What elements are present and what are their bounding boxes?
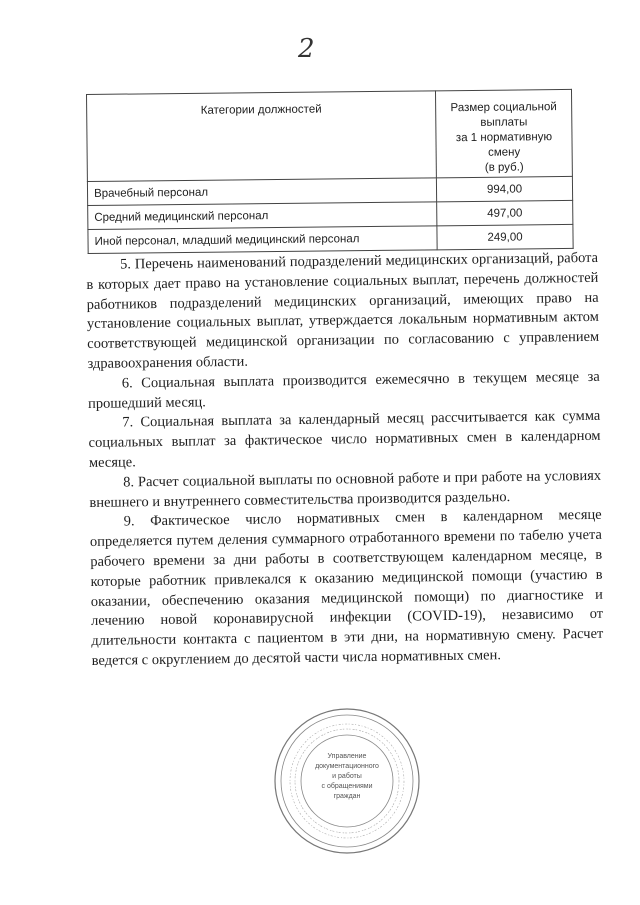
paragraph-7: 7. Социальная выплата за календарный месяц рассчитывается как сумма социальных выплат за фактическое число нормативных смен в календарном месяце. bbox=[88, 408, 601, 471]
stamp-line: граждан bbox=[333, 793, 361, 800]
header-amount-line: выплаты bbox=[480, 116, 528, 129]
row-amount: 994,00 bbox=[436, 176, 572, 201]
stamp-line: документационного bbox=[315, 763, 379, 770]
row-category: Иной персонал, младший медицинский персонал bbox=[88, 226, 437, 254]
header-amount-line: (в руб.) bbox=[484, 161, 524, 174]
stamp-outer-ring bbox=[275, 709, 419, 853]
header-amount-line: за 1 нормативную смену bbox=[455, 131, 553, 159]
paragraph-9: 9. Фактическое число нормативных смен в календарном месяце определяется путем деления суммарного отработанного времени по табелю учета рабочего времени за дни работы в соответствующем календарном месяце, в которые работник привлекался к оказанию медицинской помощи (участию в оказании, обеспечению оказания медицинской помощи) по диагностике и лечению новой коронавирусной инфекции (COVID-19), независимо от длительности контакта с пациентом в эти дни, на нормативную смену. Расчет ведется с округлением до десятой части числа нормативных смен. bbox=[89, 507, 604, 669]
paragraph-8: 8. Расчет социальной выплаты по основной работе и при работе на условиях внешнего и внутреннего совместительства производится раздельно. bbox=[89, 467, 602, 511]
table-header-row bbox=[87, 89, 573, 181]
stamp-line: и работы bbox=[332, 773, 362, 780]
header-category: Категории должностей bbox=[87, 91, 437, 182]
document-body bbox=[86, 249, 604, 672]
header-amount-line: Размер социальной bbox=[450, 101, 557, 115]
page-number: 2 bbox=[298, 34, 315, 64]
row-amount: 249,00 bbox=[437, 224, 573, 249]
row-category: Врачебный персонал bbox=[87, 178, 436, 206]
paragraph-5: 5. Перечень наименований подразделений медицинских организаций, работа в которых дает право на установление социальных выплат, перечень должностей работников подразделений медицинских организаций, имеющих право на установление социальных выплат, утверждается локальным нормативным актом соответствующей медицинской организации по согласованию с управлением здравоохранения области. bbox=[86, 249, 600, 372]
header-amount bbox=[435, 89, 572, 177]
official-stamp bbox=[272, 706, 422, 856]
row-amount: 497,00 bbox=[437, 200, 573, 225]
stamp-ring-lettering bbox=[290, 724, 404, 838]
paragraph-6: 6. Социальная выплата производится ежемесячно в текущем месяце за прошедший месяц. bbox=[87, 368, 600, 412]
stamp-inner-ring bbox=[301, 735, 393, 827]
row-category: Средний медицинский персонал bbox=[88, 202, 437, 230]
stamp-line: Управление bbox=[327, 753, 367, 760]
payment-table bbox=[86, 89, 574, 254]
stamp-line: с обращениями bbox=[321, 783, 373, 790]
table-row bbox=[88, 224, 573, 253]
